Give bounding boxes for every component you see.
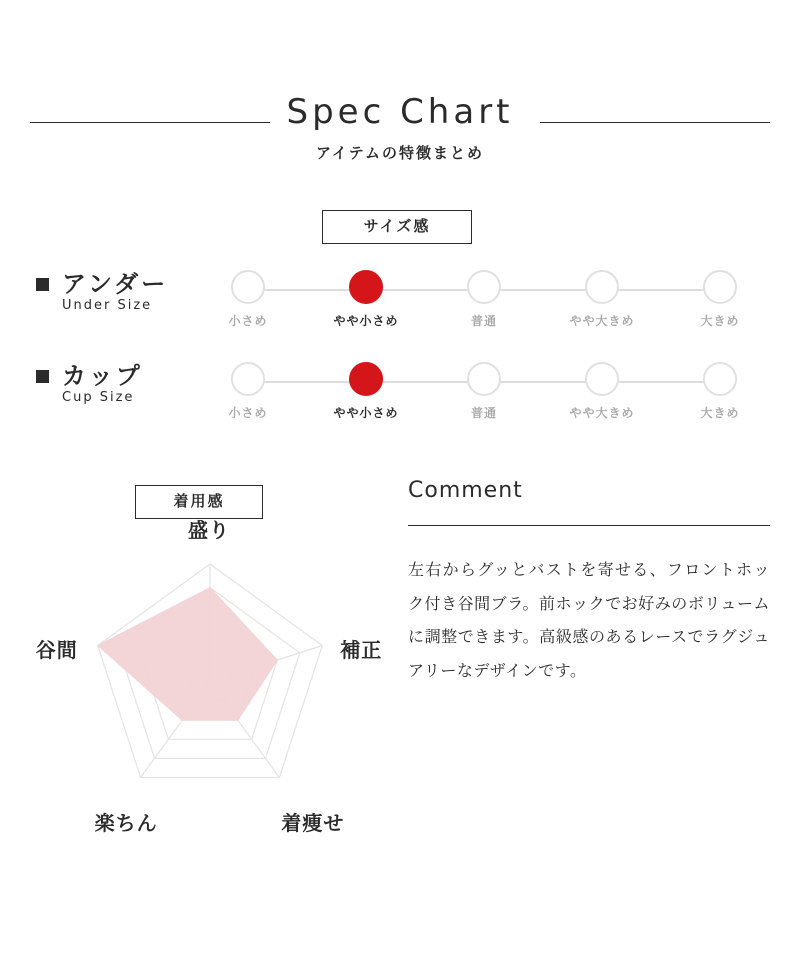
scale-tick-label: やや小さめ: [333, 406, 399, 420]
scale-point-cup-1[interactable]: [333, 362, 399, 432]
scale-point-cup-2[interactable]: [464, 362, 504, 432]
radar-axis-label-4: 谷間: [35, 639, 78, 662]
scale-dot: [703, 270, 737, 304]
scale-point-under-1[interactable]: [333, 270, 399, 340]
scale-dot: [703, 362, 737, 396]
scale-point-under-3[interactable]: [569, 270, 635, 340]
scale-tick-label: 普通: [470, 314, 497, 328]
scale-tick-label: やや小さめ: [333, 314, 399, 328]
scale-dot: [585, 270, 619, 304]
page-subtitle: アイテムの特徴まとめ: [316, 145, 484, 162]
size-row-under-title: アンダー: [62, 271, 169, 298]
scale-tick-label: 小さめ: [228, 314, 268, 328]
scale-point-under-4[interactable]: [700, 270, 740, 340]
radar-axis-label-3: 楽ちん: [94, 813, 158, 836]
size-row-cup: [0, 350, 800, 440]
wear-feel-heading: 着用感: [135, 485, 263, 519]
scale-tick-label: 大きめ: [700, 314, 740, 328]
page-title: Spec Chart: [286, 92, 514, 132]
scale-dot: [231, 362, 265, 396]
scale-dot: [467, 362, 501, 396]
size-row-under: [0, 258, 800, 348]
scale-dot: [231, 270, 265, 304]
comment-body: 左右からグッとバストを寄せる、フロントホック付き谷間ブラ。前ホックでお好みのボリュームに調整できます。高級感のあるレースでラグジュアリーなデザインです。: [408, 562, 770, 680]
page-header: [0, 92, 800, 182]
size-scale-under: [228, 270, 740, 340]
scale-dot: [585, 362, 619, 396]
scale-tick-label: 大きめ: [700, 406, 740, 420]
scale-dot: [467, 270, 501, 304]
size-row-under-subtitle: Under Size: [62, 298, 153, 313]
size-row-cup-subtitle: Cup Size: [62, 390, 135, 405]
comment-block: [408, 478, 770, 688]
scale-dot-selected: [349, 270, 383, 304]
scale-point-cup-0[interactable]: [228, 362, 268, 432]
scale-tick-label: 普通: [470, 406, 497, 420]
scale-dot-selected: [349, 362, 383, 396]
radar-axis-label-2: 着痩せ: [281, 813, 345, 836]
comment-divider: [408, 525, 770, 526]
scale-point-cup-3[interactable]: [569, 362, 635, 432]
radar-axis-label-0: 盛り: [188, 520, 230, 542]
scale-tick-label: やや大きめ: [569, 406, 635, 420]
scale-tick-label: 小さめ: [228, 406, 268, 420]
radar-axis-label-1: 補正: [340, 639, 383, 662]
size-feel-heading: サイズ感: [322, 210, 472, 244]
size-scale-cup: [228, 362, 740, 432]
scale-tick-label: やや大きめ: [569, 314, 635, 328]
size-row-cup-title: カップ: [62, 363, 143, 390]
scale-point-under-0[interactable]: [228, 270, 268, 340]
comment-title: Comment: [408, 478, 523, 503]
scale-point-cup-4[interactable]: [700, 362, 740, 432]
square-bullet-icon: [36, 278, 49, 291]
radar-data-area: [98, 588, 277, 721]
radar-chart: [20, 520, 400, 860]
scale-point-under-2[interactable]: [464, 270, 504, 340]
square-bullet-icon: [36, 370, 49, 383]
